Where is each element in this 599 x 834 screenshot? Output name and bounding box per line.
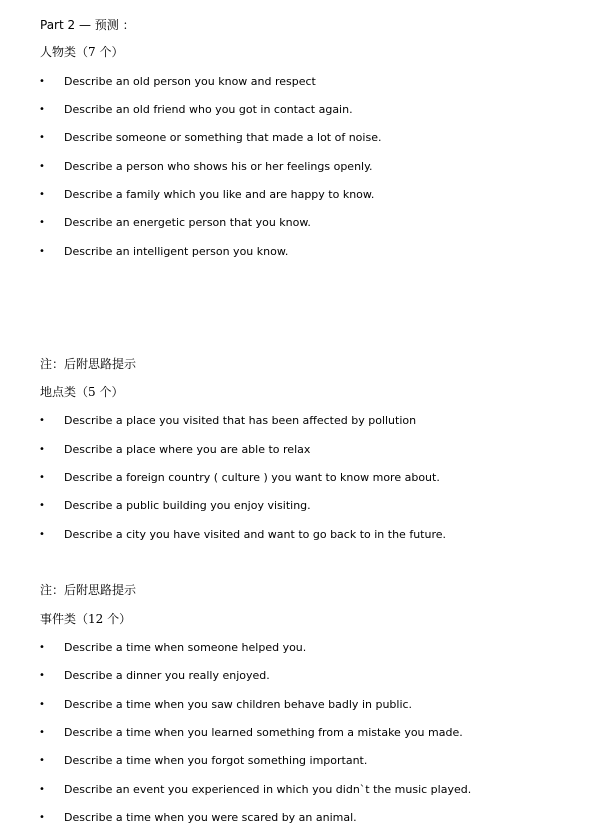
bullet-icon: • [39, 76, 45, 87]
list-item-text: Describe a time when you saw children behave badly in public. [64, 698, 413, 711]
bullet-icon: • [39, 415, 45, 426]
bullet-icon: • [39, 104, 45, 115]
list-item [0, 782, 599, 798]
list-item-text: Describe a time when you forgot something important. [64, 754, 368, 767]
list-item [0, 159, 599, 175]
bullet-icon: • [39, 699, 45, 710]
list-item-text: Describe a time when you learned something from a mistake you made. [64, 726, 463, 739]
bullet-icon: • [39, 812, 45, 823]
list-item [0, 215, 599, 231]
list-item-text: Describe a dinner you really enjoyed. [64, 669, 270, 682]
list-item-text: Describe a family which you like and are happy to know. [64, 188, 375, 201]
list-item [0, 413, 599, 429]
bullet-icon: • [39, 500, 45, 511]
list-item-text: Describe an intelligent person you know. [64, 245, 289, 258]
section-title-people: 人物类（7 个） [40, 45, 124, 59]
section-note: 注：后附思路提示 [40, 583, 137, 597]
list-item [0, 810, 599, 826]
list-item-text: Describe an energetic person that you know. [64, 216, 311, 229]
list-item [0, 725, 599, 741]
bullet-icon: • [39, 755, 45, 766]
list-item-text: Describe an event you experienced in which you didn`t the music played. [64, 783, 472, 796]
list-item [0, 527, 599, 543]
list-item-text: Describe a person who shows his or her feelings openly. [64, 160, 373, 173]
list-item [0, 74, 599, 90]
bullet-icon: • [39, 161, 45, 172]
list-item [0, 442, 599, 458]
list-item [0, 470, 599, 486]
bullet-icon: • [39, 189, 45, 200]
section-title-places: 地点类（5 个） [40, 385, 124, 399]
section-title-events: 事件类（12 个） [40, 612, 132, 626]
list-item-text: Describe someone or something that made a lot of noise. [64, 131, 382, 144]
bullet-icon: • [39, 132, 45, 143]
list-item-text: Describe an old person you know and respect [64, 75, 316, 88]
list-item [0, 753, 599, 769]
list-item-text: Describe a foreign country ( culture ) you want to know more about. [64, 471, 440, 484]
list-item-text: Describe a city you have visited and want to go back to in the future. [64, 528, 446, 541]
list-item [0, 130, 599, 146]
bullet-icon: • [39, 246, 45, 257]
list-item [0, 244, 599, 260]
list-item [0, 697, 599, 713]
bullet-icon: • [39, 784, 45, 795]
bullet-icon: • [39, 472, 45, 483]
list-item [0, 187, 599, 203]
bullet-icon: • [39, 444, 45, 455]
list-item-text: Describe an old friend who you got in contact again. [64, 103, 353, 116]
list-item [0, 640, 599, 656]
bullet-icon: • [39, 670, 45, 681]
list-item-text: Describe a time when someone helped you. [64, 641, 307, 654]
list-item-text: Describe a public building you enjoy visiting. [64, 499, 311, 512]
list-item-text: Describe a place where you are able to relax [64, 443, 311, 456]
bullet-icon: • [39, 217, 45, 228]
bullet-icon: • [39, 727, 45, 738]
part-heading: Part 2 — 预测 ： [40, 18, 135, 32]
list-item [0, 668, 599, 684]
list-item-text: Describe a time when you were scared by an animal. [64, 811, 357, 824]
list-item-text: Describe a place you visited that has been affected by pollution [64, 414, 417, 427]
section-note: 注：后附思路提示 [40, 357, 137, 371]
list-item [0, 498, 599, 514]
bullet-icon: • [39, 529, 45, 540]
bullet-icon: • [39, 642, 45, 653]
list-item [0, 102, 599, 118]
